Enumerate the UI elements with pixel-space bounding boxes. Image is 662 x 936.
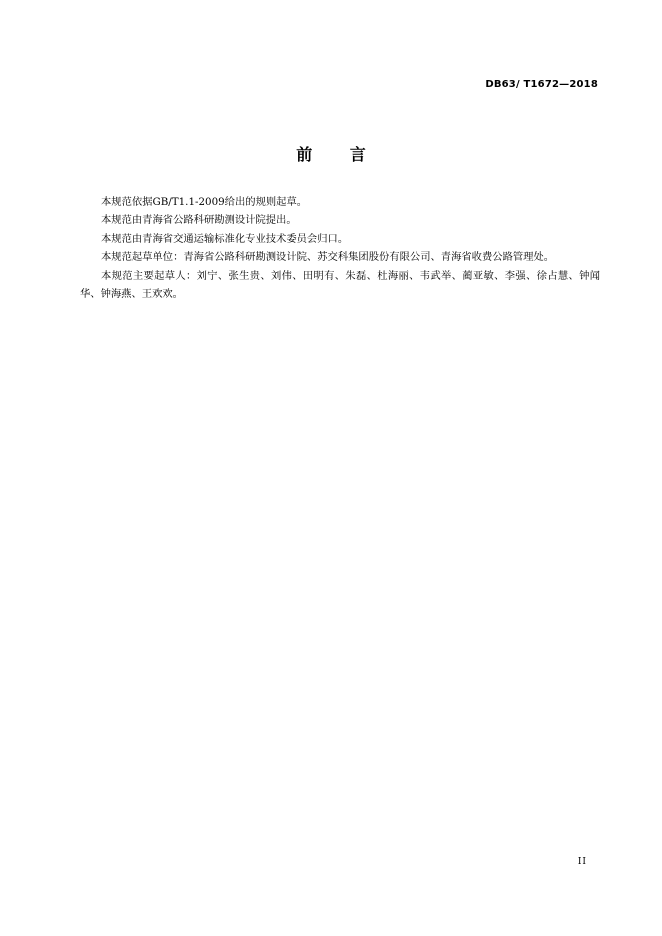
standard-code: DB63/ T1672—2018	[485, 79, 598, 90]
paragraph-main-drafters: 本规范主要起草人：刘宁、张生贵、刘伟、田明有、朱磊、杜海丽、韦武举、蔺亚敏、李强、徐占慧、钟闻华、钟海燕、王欢欢。	[80, 269, 600, 301]
page-title: 前 言	[296, 145, 382, 164]
paragraph-centralized-unit: 本规范由青海省交通运输标准化专业技术委员会归口。	[101, 232, 349, 245]
foreword-body	[80, 193, 600, 303]
paragraph-proposer: 本规范由青海省公路科研勘测设计院提出。	[101, 214, 297, 227]
paragraph-drafting-rules: 本规范依据GB/T1.1-2009给出的规则起草。	[101, 196, 308, 208]
paragraph-drafting-units: 本规范起草单位：青海省公路科研勘测设计院、苏交科集团股份有限公司、青海省收费公路管理处。	[101, 251, 555, 264]
page-number: II	[577, 857, 587, 867]
